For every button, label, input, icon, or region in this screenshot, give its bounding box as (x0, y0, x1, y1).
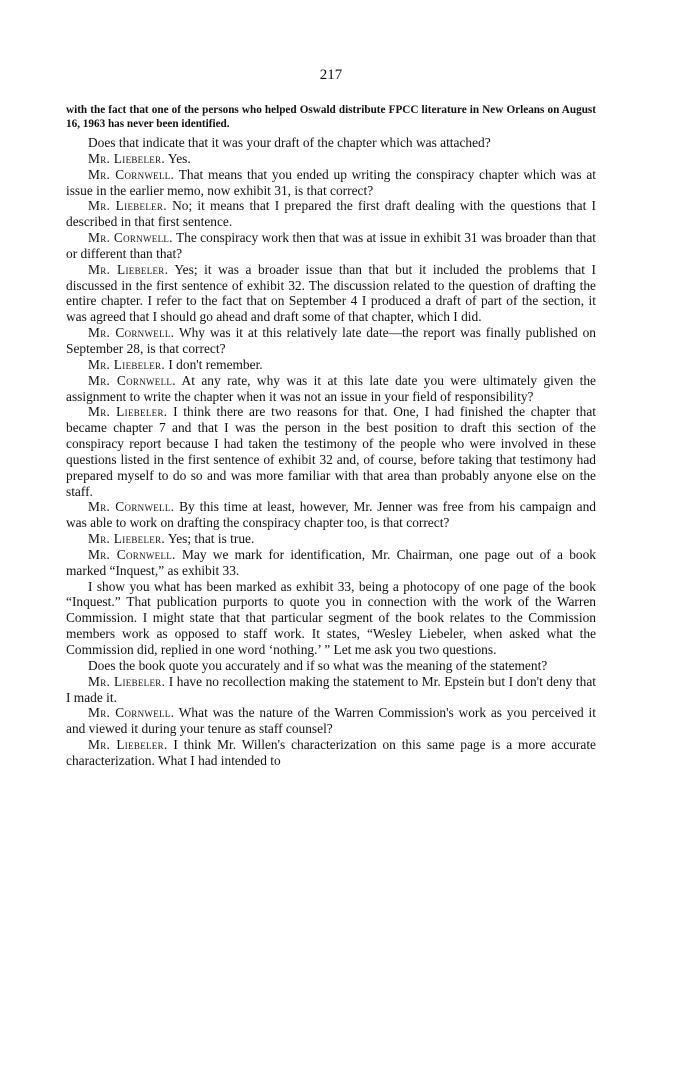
paragraph (66, 674, 596, 706)
speaker-label: Mr. Cornwell. (88, 325, 175, 341)
paragraph-text: I show you what has been marked as exhibit 33, being a photocopy of one page of the book “Inquest.” That publication purports to quote you in connection with the work of the Warren Commission. I might state that that particular segment of the book relates to the Commission members work as opposed to staff work. It states, “Wesley Liebeler, when asked what the Commission did, replied in one word ‘nothing.’ ” Let me ask you two questions. (66, 578, 596, 657)
speaker-label: Mr. Liebeler. (88, 261, 169, 277)
paragraph (66, 325, 596, 357)
paragraph-text: I think there are two reasons for that. One, I had finished the chapter that became chapter 7 and that I was the person in the best position to draft this section of the conspiracy report because I had taken the testimony of the people who were involved in these questions listed in the first sentence of exhibit 32 and, of course, before taking that testimony had prepared myself to do so and was more familiar with that area than probably anyone else on the staff. (66, 404, 596, 499)
paragraph-text: By this time at least, however, Mr. Jenner was free from his campaign and was able to work on drafting the conspiracy chapter too, is that correct? (66, 499, 596, 531)
speaker-label: Mr. Cornwell. (88, 166, 175, 182)
paragraph (66, 230, 596, 262)
paragraph-text: I think Mr. Willen's characterization on this same page is a more accurate characterization. What I had intended to (66, 737, 596, 768)
paragraph (66, 737, 596, 769)
speaker-label: Mr. Liebeler. (88, 737, 168, 753)
paragraph (66, 262, 596, 325)
speaker-label: Mr. Liebeler. (88, 198, 167, 214)
paragraph (66, 404, 596, 499)
paragraph (66, 705, 596, 737)
paragraph-text: Yes; it was a broader issue than that but it included the problems that I discussed in the first sentence of exhibit 32. The discussion related to the question of drafting the entire chapter. I refer to the fact that on September 4 I produced a draft of part of the section, it was agreed that I should go ahead and draft some of that chapter, which I did. (66, 261, 596, 325)
paragraph-text: Why was it at this relatively late date—the report was finally published on September 28, is that correct? (66, 325, 596, 356)
paragraph-text: At any rate, why was it at this late date you were ultimately given the assignment to write the chapter when it was not an issue in your field of responsibility? (66, 372, 596, 404)
paragraph (66, 579, 596, 658)
paragraph-text: I don't remember. (165, 356, 263, 372)
speaker-label: Mr. Cornwell. (88, 372, 176, 388)
paragraph-text: No; it means that I prepared the first draft dealing with the questions that I described in that first sentence. (66, 198, 596, 230)
paragraph-text: Yes; that is true. (165, 531, 255, 547)
page-number: 217 (319, 67, 343, 83)
paragraph (66, 135, 596, 151)
speaker-label: Mr. Liebeler. (88, 150, 166, 166)
paragraph-text: I have no recollection making the statement to Mr. Epstein but I don't deny that I made it. (66, 673, 596, 705)
paragraph-text: What was the nature of the Warren Commission's work as you perceived it and viewed it during your tenure as staff counsel? (66, 705, 596, 737)
speaker-label: Mr. Cornwell. (88, 230, 173, 246)
document-page (66, 66, 596, 769)
speaker-label: Mr. Liebeler. (88, 404, 168, 420)
paragraph-text: Does that indicate that it was your draft of the chapter which was attached? (88, 135, 491, 150)
paragraph (66, 658, 596, 674)
speaker-label: Mr. Liebeler. (88, 531, 166, 547)
paragraph (66, 151, 596, 167)
paragraph (66, 499, 596, 531)
paragraph-text: May we mark for identification, Mr. Chairman, one page out of a book marked “Inquest,” as exhibit 33. (66, 546, 596, 578)
speaker-label: Mr. Liebeler. (88, 356, 166, 372)
paragraph-text: Does the book quote you accurately and if so what was the meaning of the statement? (88, 657, 548, 673)
paragraph-text: Yes. (165, 150, 191, 166)
speaker-label: Mr. Cornwell. (88, 499, 175, 515)
footnote-continuation: with the fact that one of the persons who helped Oswald distribute FPCC literature in New Orleans on August 16, 1963 has never been identified. (66, 104, 596, 130)
speaker-label: Mr. Cornwell. (88, 705, 175, 721)
paragraph (66, 167, 596, 199)
speaker-label: Mr. Liebeler. (88, 673, 166, 689)
paragraph (66, 547, 596, 579)
paragraph (66, 357, 596, 373)
paragraph (66, 198, 596, 230)
paragraph (66, 373, 596, 405)
testimony-body (66, 135, 596, 769)
speaker-label: Mr. Cornwell. (88, 546, 176, 562)
paragraph-text: That means that you ended up writing the conspiracy chapter which was at issue in the earlier memo, now exhibit 31, is that correct? (66, 166, 596, 198)
paragraph-text: The conspiracy work then that was at issue in exhibit 31 was broader than that or different than that? (66, 230, 596, 261)
paragraph (66, 531, 596, 547)
